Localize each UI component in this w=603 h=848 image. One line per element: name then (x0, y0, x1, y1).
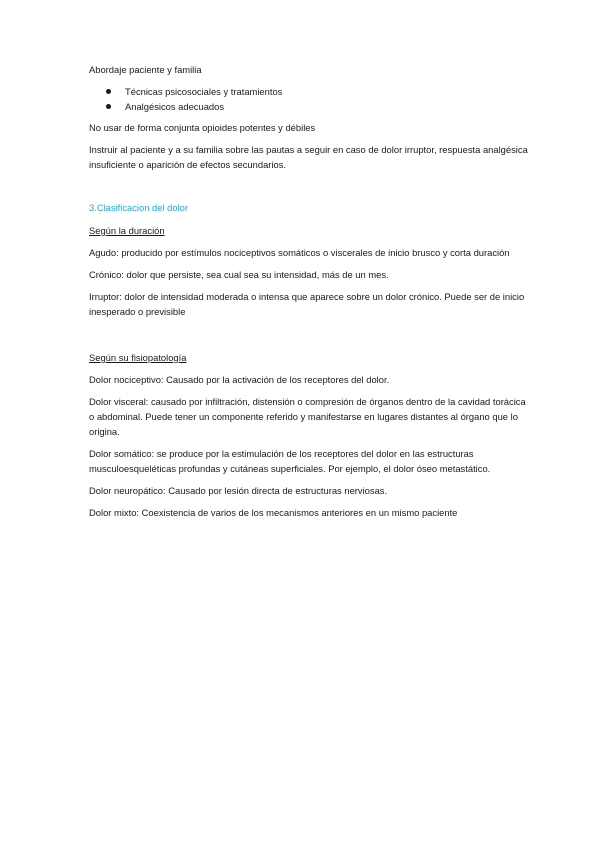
bullet-list (89, 84, 529, 114)
instruction-paragraph: Instruir al paciente y a su familia sobre las pautas a seguir en caso de dolor irruptor, respuesta analgésica insuficiente o aparición de efectos secundarios. (89, 144, 528, 170)
document-body (89, 62, 529, 527)
pain-type-mixto: Dolor mixto: Coexistencia de varios de los mecanismos anteriores en un mismo paciente (89, 507, 458, 518)
pain-type-visceral: Dolor visceral: causado por infiltración, distensión o compresión de órganos dentro de la cavidad torácica o abdominal. Puede tener un componente referido y manifestarse en lugares distantes al órgano que lo origina. (89, 396, 526, 437)
duration-heading: Según la duración (89, 225, 165, 236)
pain-type-somatico: Dolor somático: se produce por la estimulación de los receptores del dolor en las estructuras musculoesqueléticas profundas y cutáneas superficiales. Por ejemplo, el dolor óseo metastático. (89, 448, 491, 474)
section-title: 3.Clasificacion del dolor (89, 202, 189, 213)
bullet-item: Técnicas psicosociales y tratamientos (89, 84, 529, 99)
intro-heading: Abordaje paciente y familia (89, 64, 202, 75)
pathophysiology-heading: Según su fisiopatología (89, 352, 187, 363)
opioids-note: No usar de forma conjunta opioides potentes y débiles (89, 122, 316, 133)
bullet-item: Analgésicos adecuados (89, 99, 529, 114)
pain-type-nociceptivo: Dolor nociceptivo: Causado por la activación de los receptores del dolor. (89, 374, 390, 385)
duration-item-cronico: Crónico: dolor que persiste, sea cual sea su intensidad, más de un mes. (89, 269, 389, 280)
pain-type-neuropatico: Dolor neuropático: Causado por lesión directa de estructuras nerviosas. (89, 485, 388, 496)
duration-item-agudo: Agudo: producido por estímulos nociceptivos somáticos o viscerales de inicio brusco y corta duración (89, 247, 510, 258)
duration-item-irruptor: Irruptor: dolor de intensidad moderada o intensa que aparece sobre un dolor crónico. Puede ser de inicio inesperado o previsible (89, 291, 525, 317)
